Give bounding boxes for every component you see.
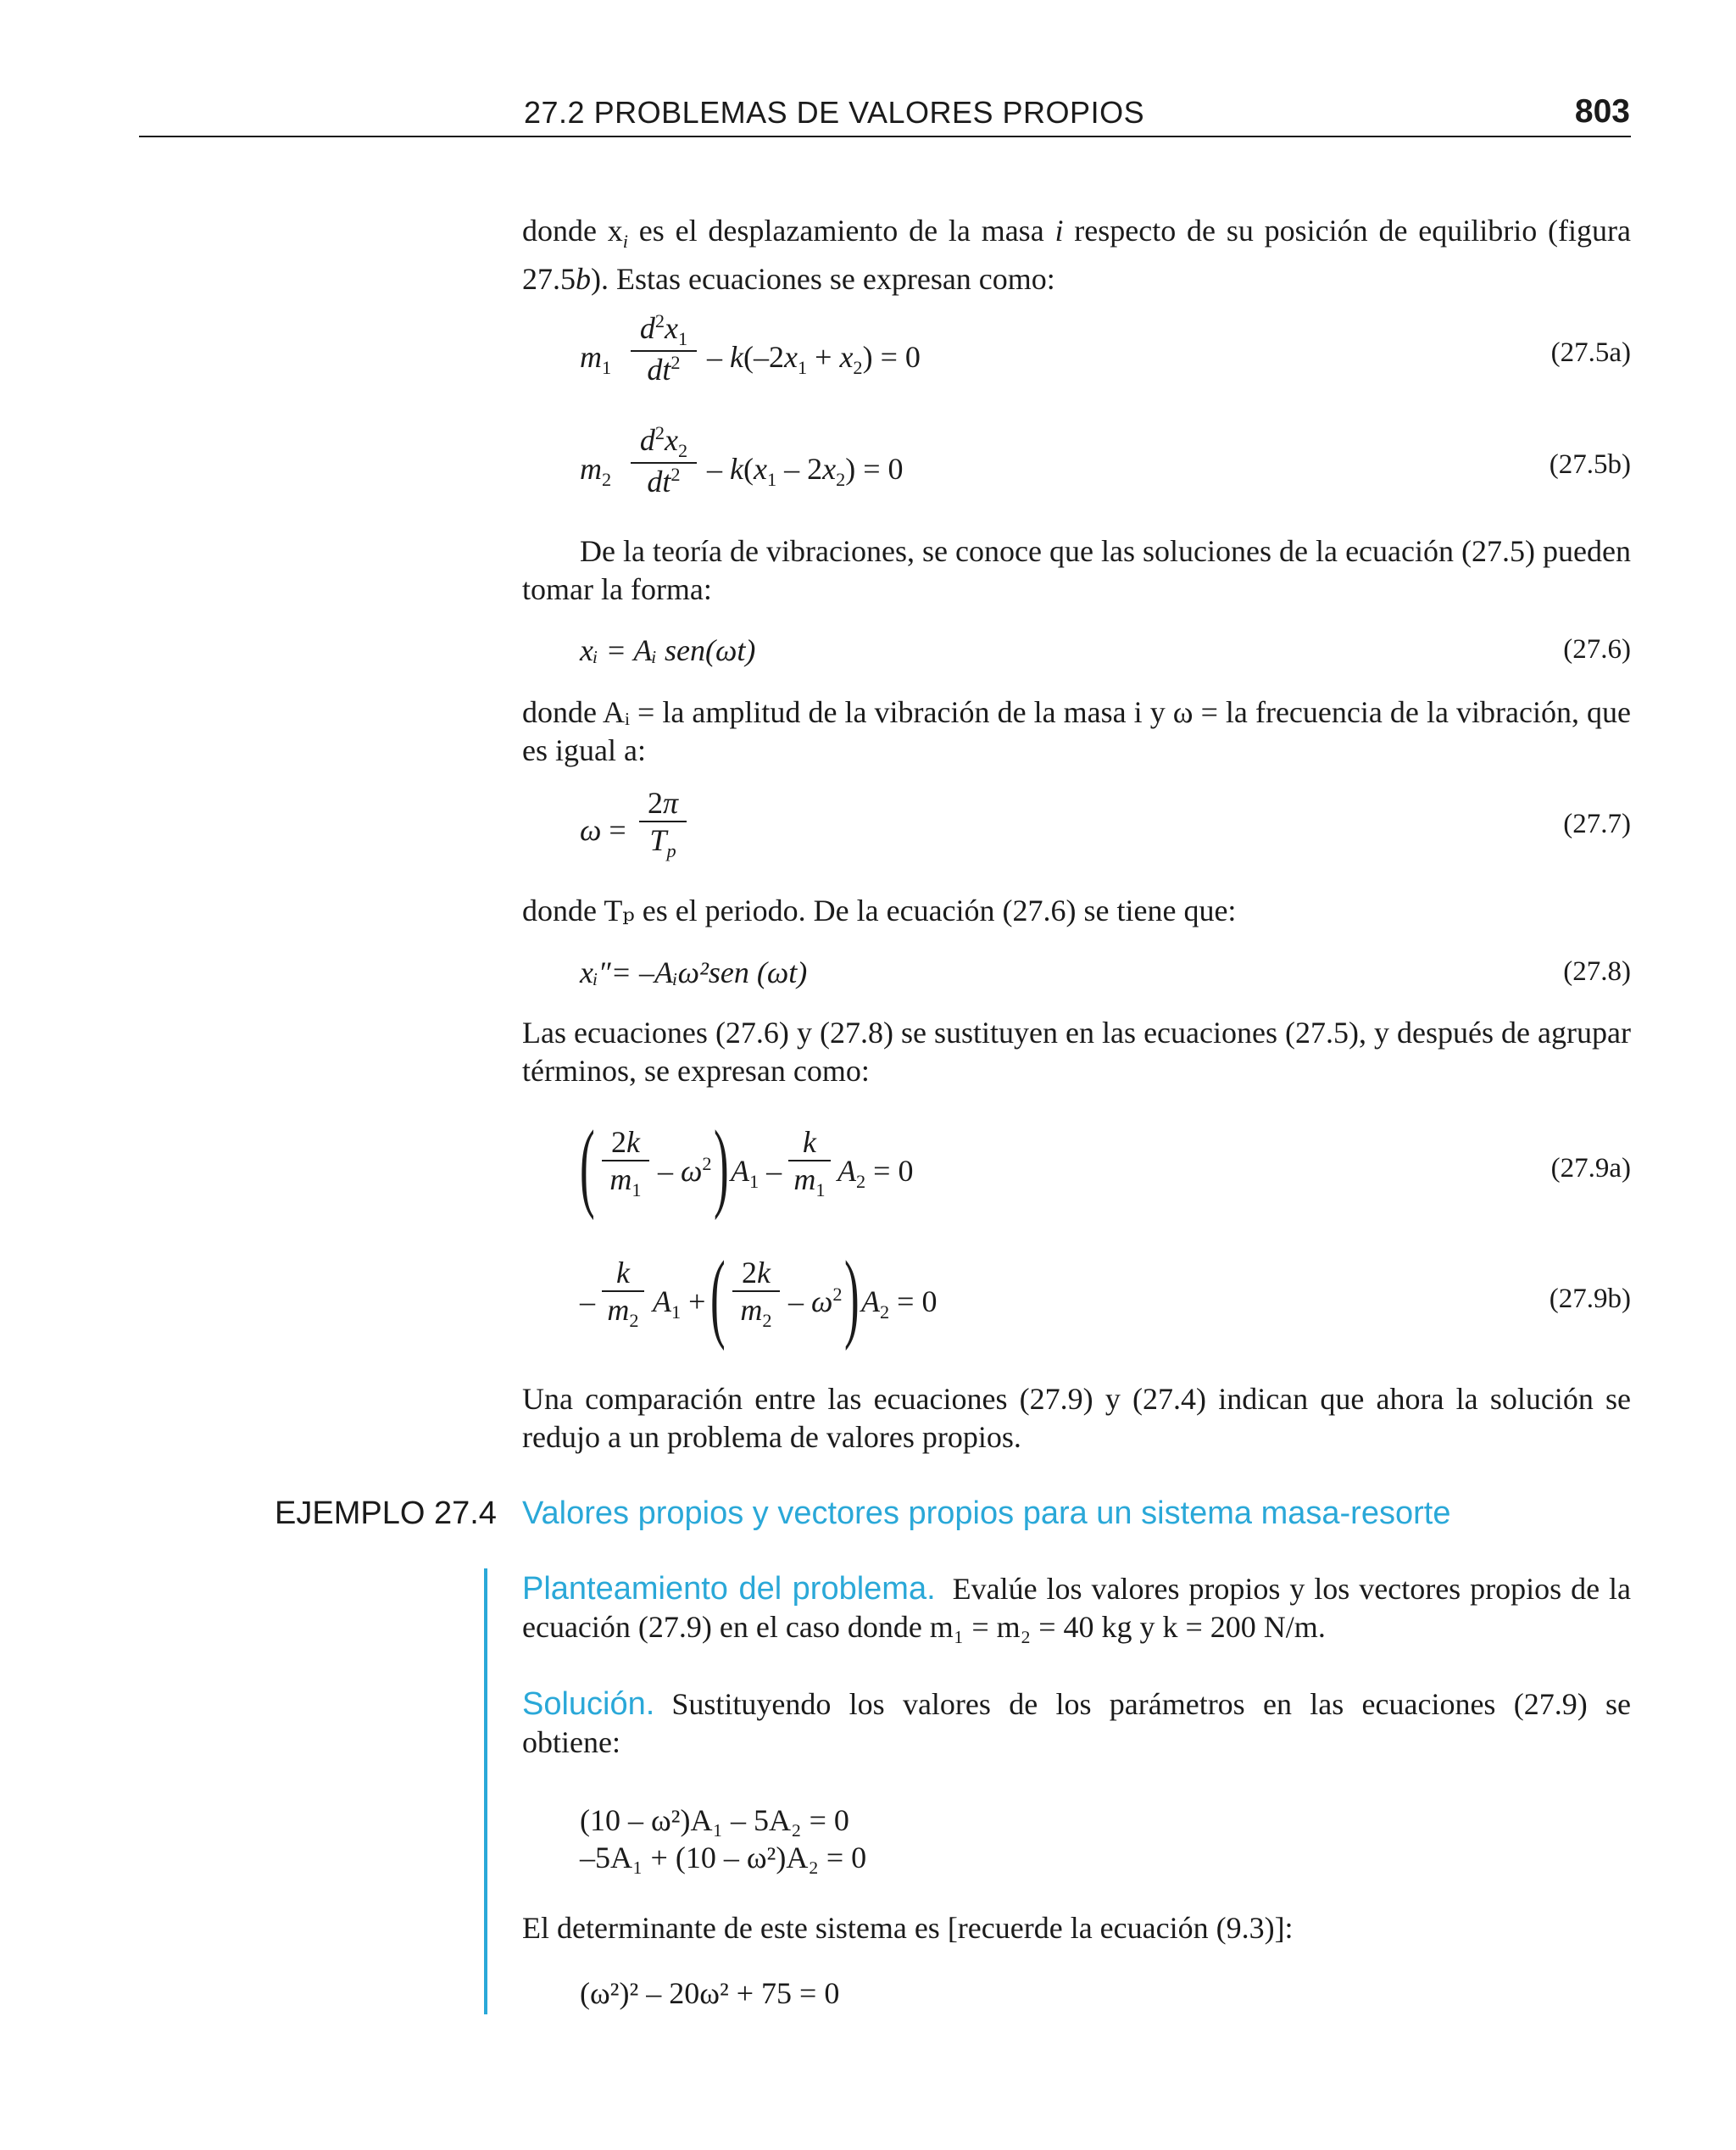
system-equation-2: –5A₁ + (10 – ω²)A₂ = 0 [580,1841,867,1874]
paragraph-1: donde $x_i$ es el desplazamiento de la masa i respecto de su posición de equilibrio (figura 27.5b). Estas ecuaciones se expresan como: [522,214,1631,297]
system-equation-1: (10 – ω²)A₁ – 5A₂ = 0 [580,1803,849,1837]
paragraph-5: Las ecuaciones (27.6) y (27.8) se sustituyen en las ecuaciones (27.5), y después de agrupar términos, se expresan como: [522,1016,1631,1088]
equation-27-5a: $m_1$ $d^2x_1$ $dt^2$ – $k(-2x_1 + x_2) = 0$ [580,310,921,387]
determinant-equation: (ω²)² – 20ω² + 75 = 0 [580,1976,840,2010]
equation-number-27-6: (27.6) [1563,634,1631,665]
problem-heading: Planteamiento del problema. [522,1571,936,1607]
example-side-bar [484,1568,487,2014]
equation-number-27-7: (27.7) [1563,809,1631,839]
equation-number-27-9a: (27.9a) [1550,1153,1631,1184]
determinant-text: El determinante de este sistema es [recuerde la ecuación (9.3)]: [522,1911,1294,1945]
equation-number-27-8: (27.8) [1563,956,1631,987]
equation-number-27-5a: (27.5a) [1550,337,1631,368]
page-number: 803 [1574,93,1630,130]
paragraph-6: Una comparación entre las ecuaciones (27.9) y (27.4) indican que ahora la solución se redujo a un problema de valores propios. [522,1382,1631,1454]
solution-paragraph: Solución. Sustituyendo los valores de los parámetros en las ecuaciones (27.9) se obtiene: [522,1686,1631,1759]
example-title: Valores propios y vectores propios para un sistema masa-resorte [522,1496,1451,1531]
paragraph-3: donde Aᵢ = la amplitud de la vibración de la masa i y ω = la frecuencia de la vibración, que es igual a: [522,695,1631,767]
equation-number-27-5b: (27.5b) [1549,449,1631,480]
equation-number-27-9b: (27.9b) [1549,1284,1631,1314]
equation-27-6: xᵢ = Aᵢ sen(ωt) [580,633,756,667]
header-rule [139,136,1631,137]
running-header: 27.2 PROBLEMAS DE VALORES PROPIOS [524,95,1145,130]
equation-27-9a: ( 2k $m_1$ – $\omega^2$ ) $A_1$ – k $m_1$ $A_2 = 0$ [580,1110,914,1221]
equation-27-7: ω = 2π $T_p$ [580,785,749,878]
equation-27-5b: $m_2$ $d^2x_2$ $dt^2$ – $k(x_1 - 2x_2) = 0$ [580,422,904,499]
equation-27-9b: – k $m_2$ $A_1$ + ( 2k $m_2$ – $\omega^2$ ) $A_2 = 0$ [580,1240,938,1351]
paragraph-2: De la teoría de vibraciones, se conoce que las soluciones de la ecuación (27.5) pueden tomar la forma: [522,534,1631,606]
example-label: EJEMPLO 27.4 [275,1496,497,1531]
solution-heading: Solución. [522,1686,655,1722]
equation-27-8: xᵢ″= –Aᵢω²sen (ωt) [580,955,808,989]
paragraph-4: donde Tₚ es el periodo. De la ecuación (27.6) se tiene que: [522,894,1237,927]
problem-statement: Planteamiento del problema. Evalúe los valores propios y los vectores propios de la ecuación (27.9) en el caso donde m₁ = m₂ = 40 kg y k = 200 N/m. [522,1571,1631,1644]
